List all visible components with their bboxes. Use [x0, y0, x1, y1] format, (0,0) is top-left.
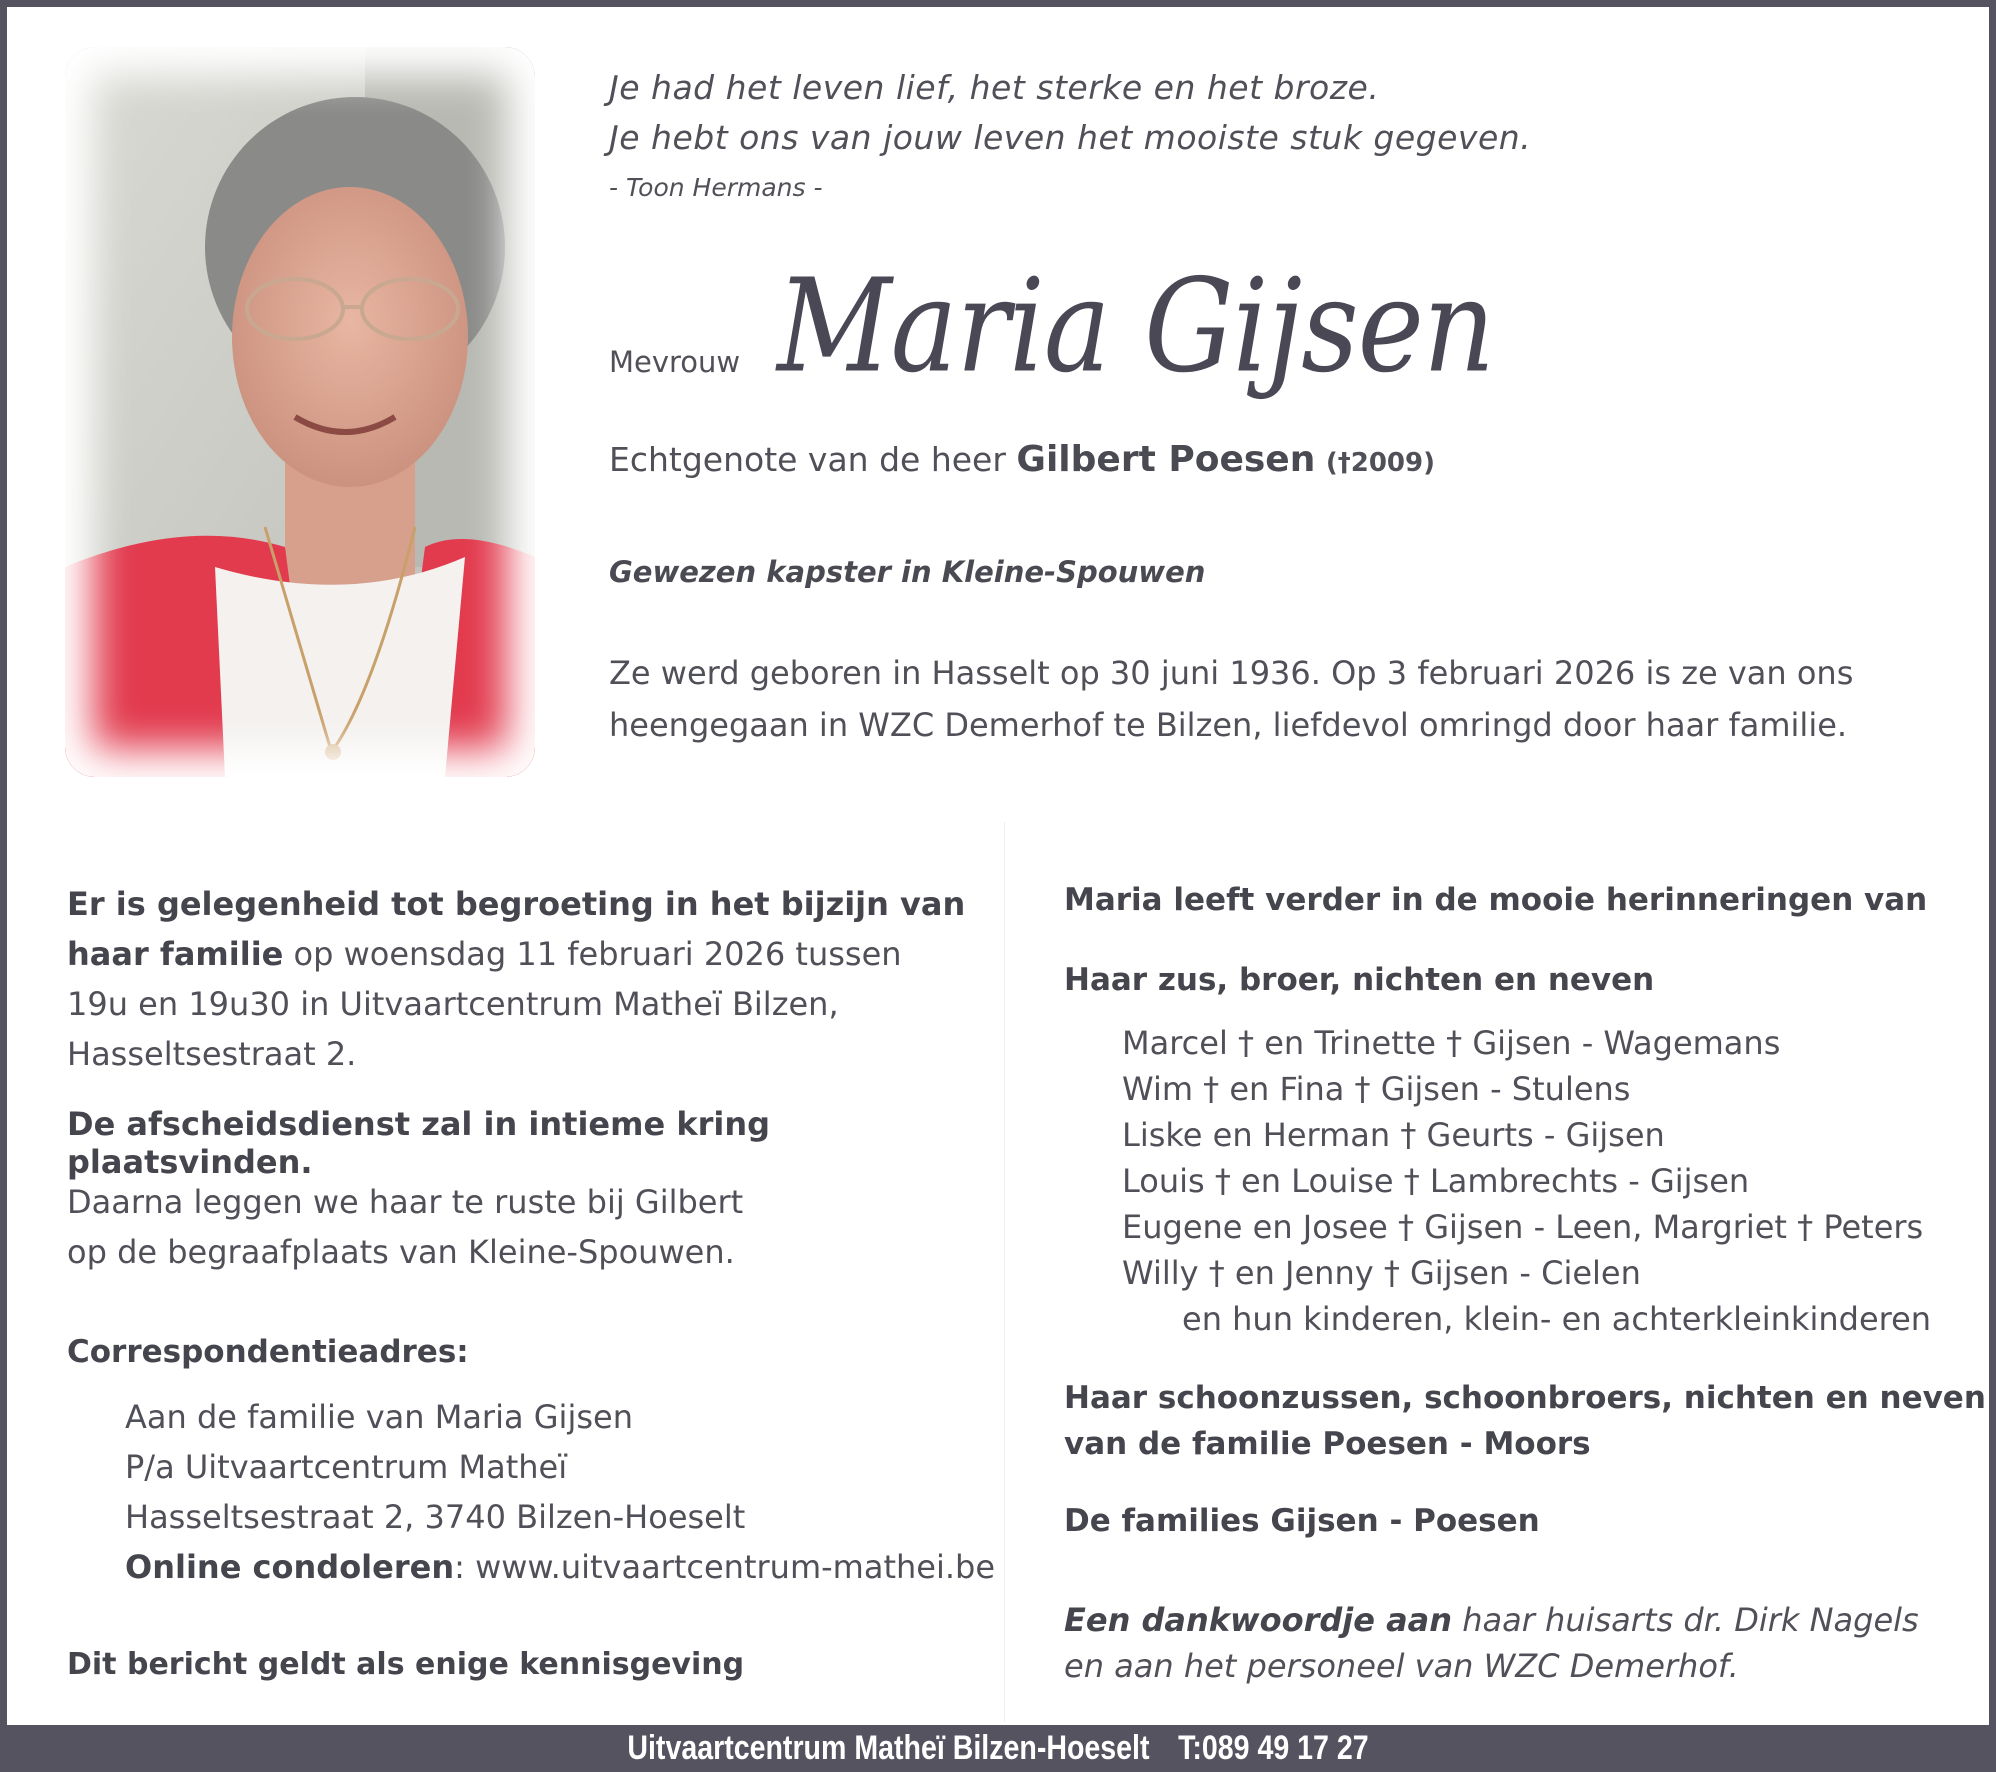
spouse-name: Gilbert Poesen	[1016, 439, 1316, 480]
visitation-info	[67, 879, 967, 1079]
footer-bar	[160, 1725, 1837, 1772]
birth-death-text	[609, 647, 1969, 751]
sibling-item: Willy † en Jenny † Gijsen - Cielen	[1122, 1254, 1641, 1292]
notice-line: Dit bericht geldt als enige kennisgeving	[67, 1647, 745, 1682]
visit-text: 19u en 19u30 in Uitvaartcentrum Matheï Bilzen,	[67, 985, 839, 1023]
online-condolence-link[interactable]: : www.uitvaartcentrum-mathei.be	[454, 1548, 996, 1586]
visit-text: Hasseltsestraat 2.	[67, 1035, 357, 1073]
inlaws-line: van de familie Poesen - Moors	[1064, 1426, 1591, 1462]
visit-bold: Er is gelegenheid tot begroeting in het bijzijn van	[67, 885, 966, 923]
thanks-bold: Een dankwoordje aan	[1064, 1601, 1453, 1639]
portrait-vignette	[65, 47, 535, 777]
lives-on-heading: Maria leeft verder in de mooie herinneringen van	[1064, 882, 1928, 918]
spouse-line	[609, 439, 1435, 480]
birth-line: Ze werd geboren in Hasselt op 30 juni 1936. Op 3 februari 2026 is ze van ons	[609, 654, 1854, 692]
siblings-list	[1122, 1020, 1923, 1296]
thanks-line: en aan het personeel van WZC Demerhof.	[1064, 1647, 1739, 1685]
address-line: Hasseltsestraat 2, 3740 Bilzen-Hoeselt	[125, 1498, 746, 1536]
sibling-item: Marcel † en Trinette † Gijsen - Wagemans	[1122, 1024, 1781, 1062]
inlaws-line: Haar schoonzussen, schoonbroers, nichten en neven	[1064, 1380, 1986, 1416]
sibling-item: Louis † en Louise † Lambrechts - Gijsen	[1122, 1162, 1750, 1200]
visit-bold: haar familie	[67, 935, 284, 973]
quote-line: Je had het leven lief, het sterke en het broze.	[609, 68, 1380, 107]
siblings-heading: Haar zus, broer, nichten en neven	[1064, 962, 1655, 998]
birth-line: heengegaan in WZC Demerhof te Bilzen, liefdevol omringd door haar familie.	[609, 706, 1848, 744]
quote-line: Je hebt ons van jouw leven het mooiste stuk gegeven.	[609, 118, 1532, 157]
visit-text: op woensdag 11 februari 2026 tussen	[283, 935, 902, 973]
portrait-photo	[65, 47, 535, 777]
thanks-text	[1064, 1597, 1919, 1689]
address-line: P/a Uitvaartcentrum Matheï	[125, 1448, 568, 1486]
thanks-text-part: haar huisarts dr. Dirk Nagels	[1452, 1601, 1919, 1639]
quote-author: - Toon Hermans -	[609, 173, 823, 202]
service-info: De afscheidsdienst zal in intieme kring plaatsvinden.	[67, 1105, 771, 1181]
honorific: Mevrouw	[609, 345, 741, 379]
footer-phone[interactable]: T:089 49 17 27	[1178, 1729, 1369, 1767]
inlaws-heading	[1064, 1375, 1986, 1467]
sibling-item: Eugene en Josee † Gijsen - Leen, Margriet † Peters	[1122, 1208, 1924, 1246]
families-heading: De families Gijsen - Poesen	[1064, 1503, 1540, 1539]
burial-line: Daarna leggen we haar te ruste bij Gilbert	[67, 1183, 744, 1221]
obituary-card	[7, 7, 1989, 1725]
address-line: Aan de familie van Maria Gijsen	[125, 1398, 633, 1436]
column-divider	[1004, 822, 1005, 1722]
correspondence-address	[125, 1392, 995, 1592]
burial-line: op de begraafplaats van Kleine-Spouwen.	[67, 1233, 735, 1271]
occupation: Gewezen kapster in Kleine-Spouwen	[609, 555, 1206, 589]
children-line: en hun kinderen, klein- en achterkleinkinderen	[1182, 1300, 1932, 1338]
sibling-item: Liske en Herman † Geurts - Gijsen	[1122, 1116, 1665, 1154]
burial-info	[67, 1177, 967, 1277]
spouse-prefix: Echtgenote van de heer	[609, 440, 1006, 479]
footer-company: Uitvaartcentrum Matheï Bilzen-Hoeselt	[627, 1729, 1150, 1767]
sibling-item: Wim † en Fina † Gijsen - Stulens	[1122, 1070, 1631, 1108]
correspondence-title: Correspondentieadres:	[67, 1334, 469, 1370]
spouse-died: (†2009)	[1325, 448, 1435, 478]
online-condolence-label: Online condoleren	[125, 1548, 455, 1586]
poem-quote	[609, 63, 1531, 163]
deceased-name: Maria Gijsen	[777, 252, 1495, 402]
